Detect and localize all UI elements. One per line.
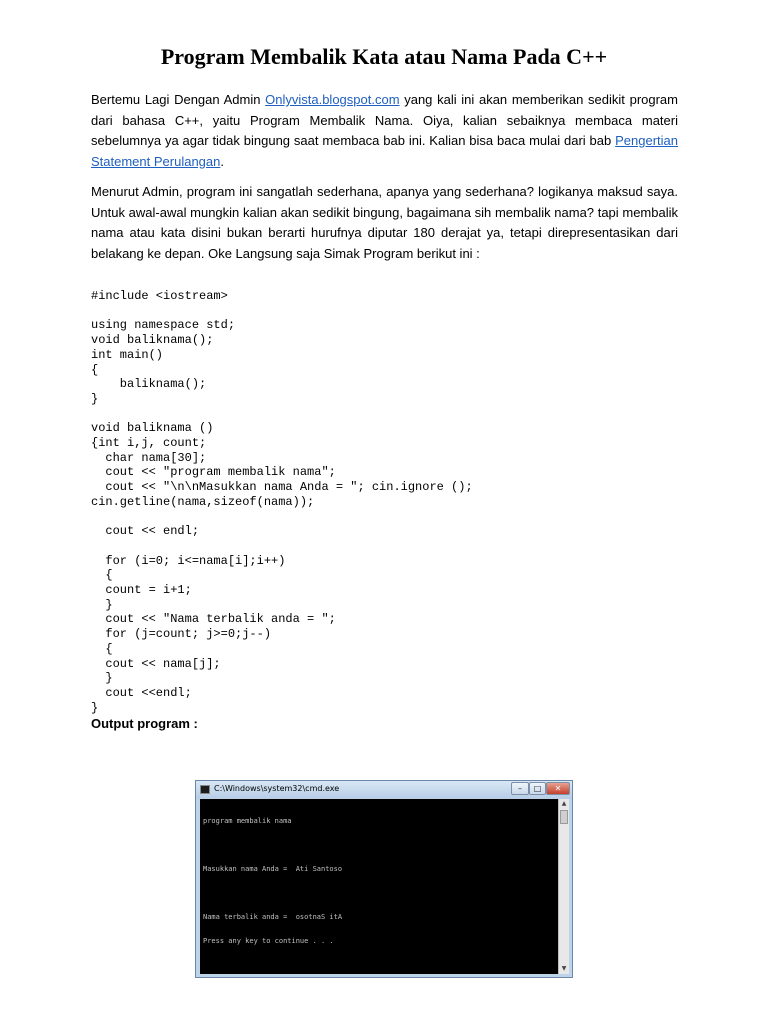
output-label: Output program : <box>91 716 198 731</box>
console-line <box>203 889 555 897</box>
maximize-button[interactable]: □ <box>529 782 546 795</box>
intro-text-3: . <box>220 153 224 169</box>
console-titlebar[interactable] <box>196 781 572 799</box>
console-output <box>200 799 558 974</box>
console-title: C:\Windows\system32\cmd.exe <box>214 784 340 793</box>
site-link[interactable]: Onlyvista.blogspot.com <box>265 92 400 107</box>
minimize-button[interactable]: – <box>511 782 529 795</box>
cmd-icon <box>200 785 210 794</box>
console-line: program membalik nama <box>203 817 292 825</box>
intro-text-1: Bertemu Lagi Dengan Admin <box>91 92 266 107</box>
console-window <box>195 780 573 978</box>
chapter-link[interactable]: Pengertian Statement Perulangan <box>91 133 678 169</box>
console-scrollbar[interactable] <box>558 799 569 974</box>
intro-paragraph <box>91 90 678 172</box>
scroll-thumb[interactable] <box>560 810 568 824</box>
console-line: Press any key to continue . . . <box>203 937 334 945</box>
explanation-paragraph: Menurut Admin, program ini sangatlah sederhana, apanya yang sederhana? logikanya maksud saya. Untuk awal-awal mungkin kalian akan sedikit bingung, bagaimana sih membalik nama? tapi membalik nama atau kata disini bukan berarti hurufnya diputar 180 derajat ya, tetapi direpresentasikan dari belakang ke depan. Oke Langsung saja Simak Program berikut ini : <box>91 184 678 261</box>
console-line: Masukkan nama Anda = Ati Santoso <box>203 865 343 873</box>
code-block: #include <iostream> using namespace std; void baliknama(); int main() { baliknama(); } void baliknama () {int i,j, count; char nama[30]; cout << "program membalik nama"; cout << "\n\nMasukkan nama Anda = "; cin.ignore (); cin.getline(nama,sizeof(nama)); cout << endl; for (i=0; i<=nama[i];i++) { count = i+1; } cout << "Nama terbalik anda = "; for (j=count; j>=0;j--) { cout << nama[j]; } cout <<endl; } <box>91 289 473 715</box>
page-title: Program Membalik Kata atau Nama Pada C++ <box>160 44 608 69</box>
close-button[interactable]: ✕ <box>546 782 570 795</box>
console-line <box>203 841 555 849</box>
intro-text-2: yang kali ini akan memberikan sedikit program dari bahasa C++, yaitu Program Membalik Nama. Oiya, kalian sebaiknya membaca materi sebelumnya ya agar tidak bingung saat membaca bab ini. Kalian bisa baca mulai dari bab <box>91 92 678 148</box>
scroll-up-arrow-icon[interactable]: ▲ <box>561 800 567 807</box>
scroll-down-arrow-icon[interactable]: ▼ <box>561 965 567 972</box>
console-line: Nama terbalik anda = osotnaS itA <box>203 913 343 921</box>
